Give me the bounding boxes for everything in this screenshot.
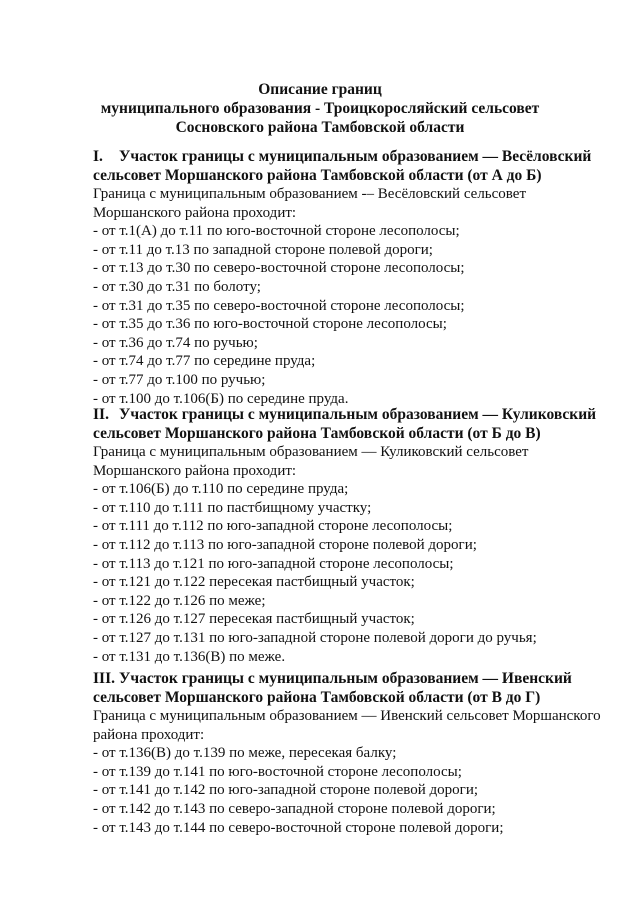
boundary-item: - от т.122 до т.126 по меже;	[93, 592, 266, 609]
boundary-item: - от т.113 до т.121 по юго-западной стороне лесополосы;	[93, 555, 454, 572]
boundary-list	[93, 480, 613, 666]
boundary-item: - от т.35 до т.36 по юго-восточной стороне лесополосы;	[93, 316, 447, 333]
section-heading-line-1	[93, 669, 613, 688]
boundary-item: - от т.74 до т.77 по середине пруда;	[93, 353, 316, 370]
boundary-item: - от т.126 до т.127 пересекая пастбищный участок;	[93, 611, 415, 628]
section-heading-line-2: сельсовет Моршанского района Тамбовской области (от В до Г)	[93, 689, 541, 706]
boundary-item: - от т.139 до т.141 по юго-восточной стороне лесополосы;	[93, 763, 462, 780]
section-numeral: III.	[93, 670, 115, 687]
section-heading	[93, 669, 613, 707]
section-heading-text: Участок границы с муниципальным образованием — Ивенский	[119, 670, 572, 687]
title-line-2: муниципального образования - Троицкоросляйский сельсовет	[100, 100, 540, 117]
boundary-item: - от т.112 до т.113 по юго-западной стороне полевой дороги;	[93, 536, 477, 553]
boundary-item: - от т.1(А) до т.11 по юго-восточной стороне лесополосы;	[93, 223, 460, 240]
section-heading-text: Участок границы с муниципальным образованием — Весёловский	[119, 148, 592, 165]
section-intro-line-1: Граница с муниципальным образованием -– Весёловский сельсовет	[93, 186, 527, 202]
section-intro-line-2: Моршанского района проходит:	[93, 462, 297, 479]
boundary-item: - от т.111 до т.112 по юго-западной стороне лесополосы;	[93, 518, 453, 535]
section-3	[93, 669, 613, 837]
section-2	[93, 405, 613, 666]
title-line-1: Описание границ	[258, 81, 382, 98]
boundary-item: - от т.13 до т.30 по северо-восточной стороне лесополосы;	[93, 260, 465, 277]
boundary-item: - от т.143 до т.144 по северо-восточной стороне полевой дороги;	[93, 819, 504, 836]
section-intro-line-2: Моршанского района проходит:	[93, 204, 297, 221]
title-line-3: Сосновского района Тамбовской области	[175, 119, 465, 136]
boundary-item: - от т.30 до т.31 по болоту;	[93, 278, 261, 295]
section-numeral: II.	[93, 406, 109, 423]
boundary-item: - от т.142 до т.143 по северо-западной стороне полевой дороги;	[93, 800, 496, 817]
boundary-list	[93, 222, 613, 408]
boundary-list	[93, 744, 613, 837]
section-heading-line-1	[93, 405, 613, 424]
boundary-item: - от т.31 до т.35 по северо-восточной стороне лесополосы;	[93, 297, 465, 314]
section-heading-line-2: сельсовет Моршанского района Тамбовской области (от А до Б)	[93, 167, 542, 184]
boundary-item: - от т.11 до т.13 по западной стороне полевой дороги;	[93, 241, 433, 258]
section-intro-line-1: Граница с муниципальным образованием — Куликовский сельсовет	[93, 444, 529, 460]
section-1	[93, 147, 613, 408]
boundary-item: - от т.110 до т.111 по пастбищному участку;	[93, 499, 372, 516]
section-intro-line-2: района проходит:	[93, 726, 205, 743]
section-heading-line-1	[93, 147, 613, 166]
boundary-item: - от т.36 до т.74 по ручью;	[93, 334, 258, 351]
boundary-item: - от т.131 до т.136(В) по меже.	[93, 648, 286, 665]
boundary-item: - от т.106(Б) до т.110 по середине пруда;	[93, 481, 349, 498]
section-numeral: I.	[93, 148, 103, 165]
boundary-item: - от т.100 до т.106(Б) по середине пруда.	[93, 390, 349, 407]
boundary-item: - от т.141 до т.142 по юго-западной стороне полевой дороги;	[93, 782, 479, 799]
section-heading-text: Участок границы с муниципальным образованием — Куликовский	[119, 406, 597, 423]
boundary-item: - от т.121 до т.122 пересекая пастбищный участок;	[93, 574, 415, 591]
document-title	[0, 80, 640, 137]
boundary-item: - от т.136(В) до т.139 по меже, пересекая балку;	[93, 745, 397, 762]
boundary-item: - от т.77 до т.100 по ручью;	[93, 371, 266, 388]
section-intro-line-1: Граница с муниципальным образованием — Ивенский сельсовет Моршанского	[93, 708, 601, 724]
section-heading-line-2: сельсовет Моршанского района Тамбовской области (от Б до В)	[93, 425, 541, 442]
section-heading	[93, 405, 613, 443]
section-heading	[93, 147, 613, 185]
boundary-item: - от т.127 до т.131 по юго-западной стороне полевой дороги до ручья;	[93, 629, 537, 646]
